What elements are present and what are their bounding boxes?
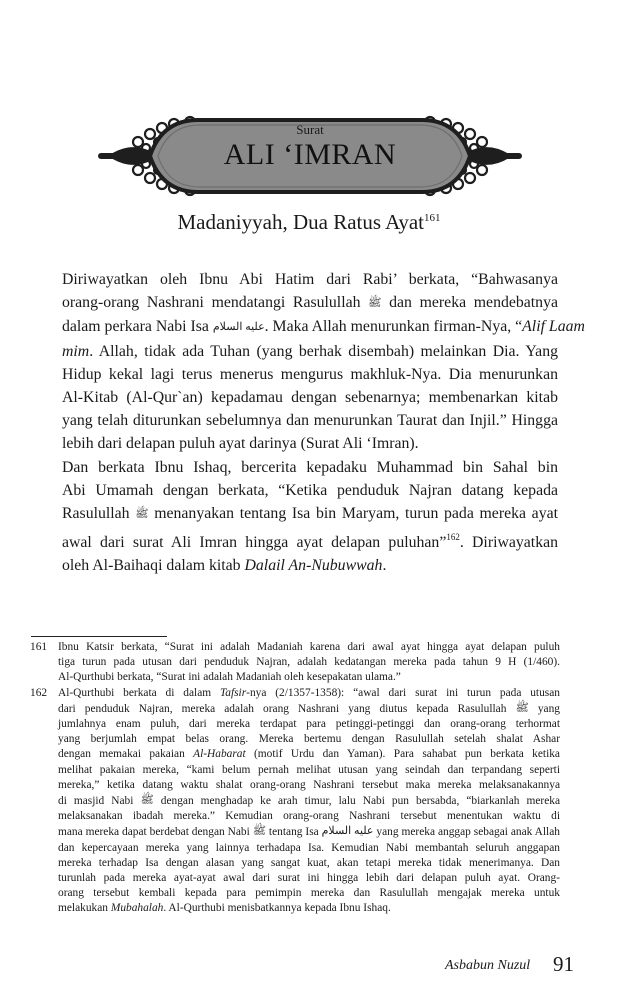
text-run: yang berjumlah empat belas orang. Mereka bertemu dengan Rasulullah setelah shalat Ashar: [58, 733, 560, 746]
text-run: yang mereka anggap sebagai anak Allah: [373, 826, 560, 839]
text-line: [62, 432, 558, 455]
text-run: . Al-Qurthubi menisbatkannya kepada Ibnu Ishaq.: [163, 902, 391, 915]
text-run: Al-Qurthubi berkata di dalam: [58, 686, 220, 699]
text-run: Al-Kitab (Al-Qur`an) kepadamau dengan sebenarnya; membenarkan kitab: [62, 389, 558, 407]
text-run: melihat pakaian mereka, “kami belum pernah melihat utusan yang seindah dan terpandang seperti: [58, 763, 560, 776]
footnote-line: [58, 701, 560, 717]
running-footer-book-title: Asbabun Nuzul: [445, 958, 531, 973]
footnote-161: [30, 640, 560, 686]
footnote-line: [58, 886, 560, 901]
footnote-line: [58, 640, 560, 655]
text-run: orang tersebut kembali kepada para pemimpin mereka dan Rasulullah mengajak mereka untuk: [58, 887, 560, 900]
text-line: [62, 315, 585, 339]
text-line: [62, 554, 558, 577]
footnote-number: 162: [30, 686, 48, 699]
text-run: mereka terhadap Isa dengan alasan yang sangat kuat, akan tetapi mereka tidak menerimanya. Dan: [58, 856, 560, 869]
italic-text: Al-Habarat: [193, 748, 246, 761]
text-run: melakukan: [58, 902, 111, 915]
honorific-symbol: عليه السلام: [212, 321, 265, 334]
surah-title: ALI ‘IMRAN: [223, 138, 397, 171]
italic-text: Alif Laam: [522, 318, 585, 336]
footnote-number: 161: [30, 641, 48, 653]
footnote-ref: 162: [446, 532, 460, 543]
footnote-line: [58, 686, 560, 701]
text-run: Dan berkata Ibnu Ishaq, bercerita kepadaku Muhammad bin Sahal bin: [62, 458, 558, 476]
italic-text: Mubahalah: [110, 902, 164, 915]
text-line: [62, 340, 558, 363]
text-run: lebih dari delapan puluh ayat darinya (Surat Ali ‘Imran).: [62, 435, 419, 453]
text-run: yang telah diturunkan sebelumnya dan menurunkan Taurat dan Injil.” Hingga: [62, 412, 558, 430]
footnote-line: [58, 841, 560, 856]
footnotes: [30, 640, 560, 917]
text-run: oleh Al-Baihaqi dalam kitab: [62, 557, 245, 575]
footnote-ref-161: 161: [424, 212, 441, 224]
honorific-symbol: ﷺ: [252, 825, 266, 838]
footnote-line: [58, 793, 560, 809]
footnote-line: [58, 871, 560, 886]
text-run: -nya (2/1357-1358): “awal dari surat ini turun pada utusan: [246, 686, 560, 699]
text-line: [62, 386, 558, 409]
footnote-line: [58, 655, 560, 670]
page-number: 91: [553, 952, 574, 976]
footnote-line: [58, 747, 560, 762]
text-run: tentang Isa: [266, 826, 322, 839]
honorific-symbol: ﷺ: [140, 794, 154, 807]
subtitle-text: Madaniyyah, Dua Ratus Ayat: [177, 210, 425, 234]
text-line: [62, 456, 558, 479]
footnote-line: [58, 856, 560, 871]
text-line: [62, 502, 558, 526]
honorific-symbol: ﷺ: [515, 701, 529, 714]
footnote-line: [58, 901, 560, 916]
text-run: yang: [528, 702, 560, 715]
paragraph: [62, 268, 585, 456]
text-run: di masjid Nabi: [58, 795, 141, 808]
text-run: melaksanakan ibadah mereka.” Kemudian orang-orang Nashrani tersebut menentukan waktu di: [58, 810, 560, 823]
surah-subtitle: [0, 210, 618, 235]
honorific-symbol: ﷺ: [135, 508, 149, 521]
text-run: dan kepercayaan mereka yang lainnya terhadapa Isa. Kemudian Nabi membantah seluruh anggapan: [58, 841, 560, 854]
text-run: Abi Umamah dengan berkata, “Ketika penduduk Najran datang kepada: [62, 481, 558, 499]
italic-text: mim: [62, 342, 90, 360]
text-run: turunlah pada mereka ayat-ayat awal dari surat ini hingga lebih dari delapan puluh ayat. Orang-: [58, 872, 560, 885]
text-run: Al-Qurthubi berkata, “Surat ini adalah Madaniah oleh kesepakatan ulama.”: [58, 671, 401, 684]
text-run: . Maka Allah menurunkan firman-Nya, “: [264, 318, 523, 336]
surah-label: Surat: [296, 122, 324, 137]
text-run: Hidup kekal lagi terus menerus mengurus makhluk-Nya. Dia menurunkan: [62, 365, 558, 383]
surah-title-banner: [98, 112, 522, 200]
honorific-symbol: عليه السلام: [321, 825, 374, 838]
text-run: . Diriwayatkan: [459, 534, 559, 552]
footnote-line: [58, 763, 560, 778]
footnote-162: [30, 686, 560, 917]
footnote-divider: [31, 636, 167, 637]
text-run: dengan menghadap ke arah timur, lalu Nabi pun bersabda, “biarkanlah mereka: [153, 795, 561, 808]
footnote-line: [58, 809, 560, 824]
text-run: dalam perkara Nabi Isa: [62, 318, 213, 336]
text-run: . Allah, tidak ada Tuhan (yang berhak disembah) melainkan Dia. Yang: [89, 342, 558, 360]
text-run: orang-orang Nashrani mendatangi Rasulullah: [62, 294, 369, 312]
text-run: Ibnu Katsir berkata, “Surat ini adalah Madaniah karena dari awal ayat hingga ayat delapan puluh: [58, 641, 560, 653]
text-run: tiga turun pada utusan dari penduduk Najran, adalah kedatangan mereka pada tahun 9 H (1/460).: [58, 656, 560, 669]
main-text: [62, 268, 585, 578]
footnote-line: [58, 824, 560, 840]
text-run: Diriwayatkan oleh Ibnu Abi Hatim dari Rabi’ berkata, “Bahwasanya: [62, 271, 558, 288]
text-run: Rasulullah: [62, 505, 136, 523]
text-line: [62, 363, 558, 386]
text-line: [62, 291, 558, 315]
italic-text: Tafsir: [219, 686, 247, 699]
footnote-line: [58, 732, 560, 747]
text-run: jumlahnya enam puluh, dari mereka terdapat para petinggi-petinggi dan orang-orang terhormat: [58, 718, 560, 731]
text-run: dari penduduk Najran, mereka adalah orang Nashrani yang diutus kepada Rasulullah: [58, 702, 516, 715]
text-run: mereka,” ketika datang waktu shalat orang-orang Nashrani tersebut maka mereka melaksanakannya: [58, 778, 560, 791]
text-run: awal dari surat Ali Imran hingga ayat delapan puluhan”: [62, 534, 447, 552]
text-line: [62, 479, 558, 502]
text-run: mana mereka dapat berdebat dengan Nabi: [58, 826, 253, 839]
footnote-line: [58, 717, 560, 732]
text-run: dan mereka mendebatnya: [381, 294, 558, 312]
text-run: .: [382, 557, 387, 575]
text-line: [62, 526, 558, 554]
footnote-line: [58, 778, 560, 793]
paragraph: [62, 456, 558, 578]
text-line: [62, 409, 558, 432]
text-run: dengan memakai pakaian: [58, 748, 194, 761]
text-run: menanyakan tentang Isa bin Maryam, turun pada mereka ayat: [148, 505, 558, 523]
honorific-symbol: ﷺ: [368, 297, 382, 310]
footnote-line: [58, 670, 560, 685]
text-line: [62, 268, 558, 291]
italic-text: Dalail An-Nubuwwah: [244, 557, 383, 575]
text-run: (motif Urdu dan Yaman). Para sahabat pun berkata ketika: [245, 748, 560, 761]
